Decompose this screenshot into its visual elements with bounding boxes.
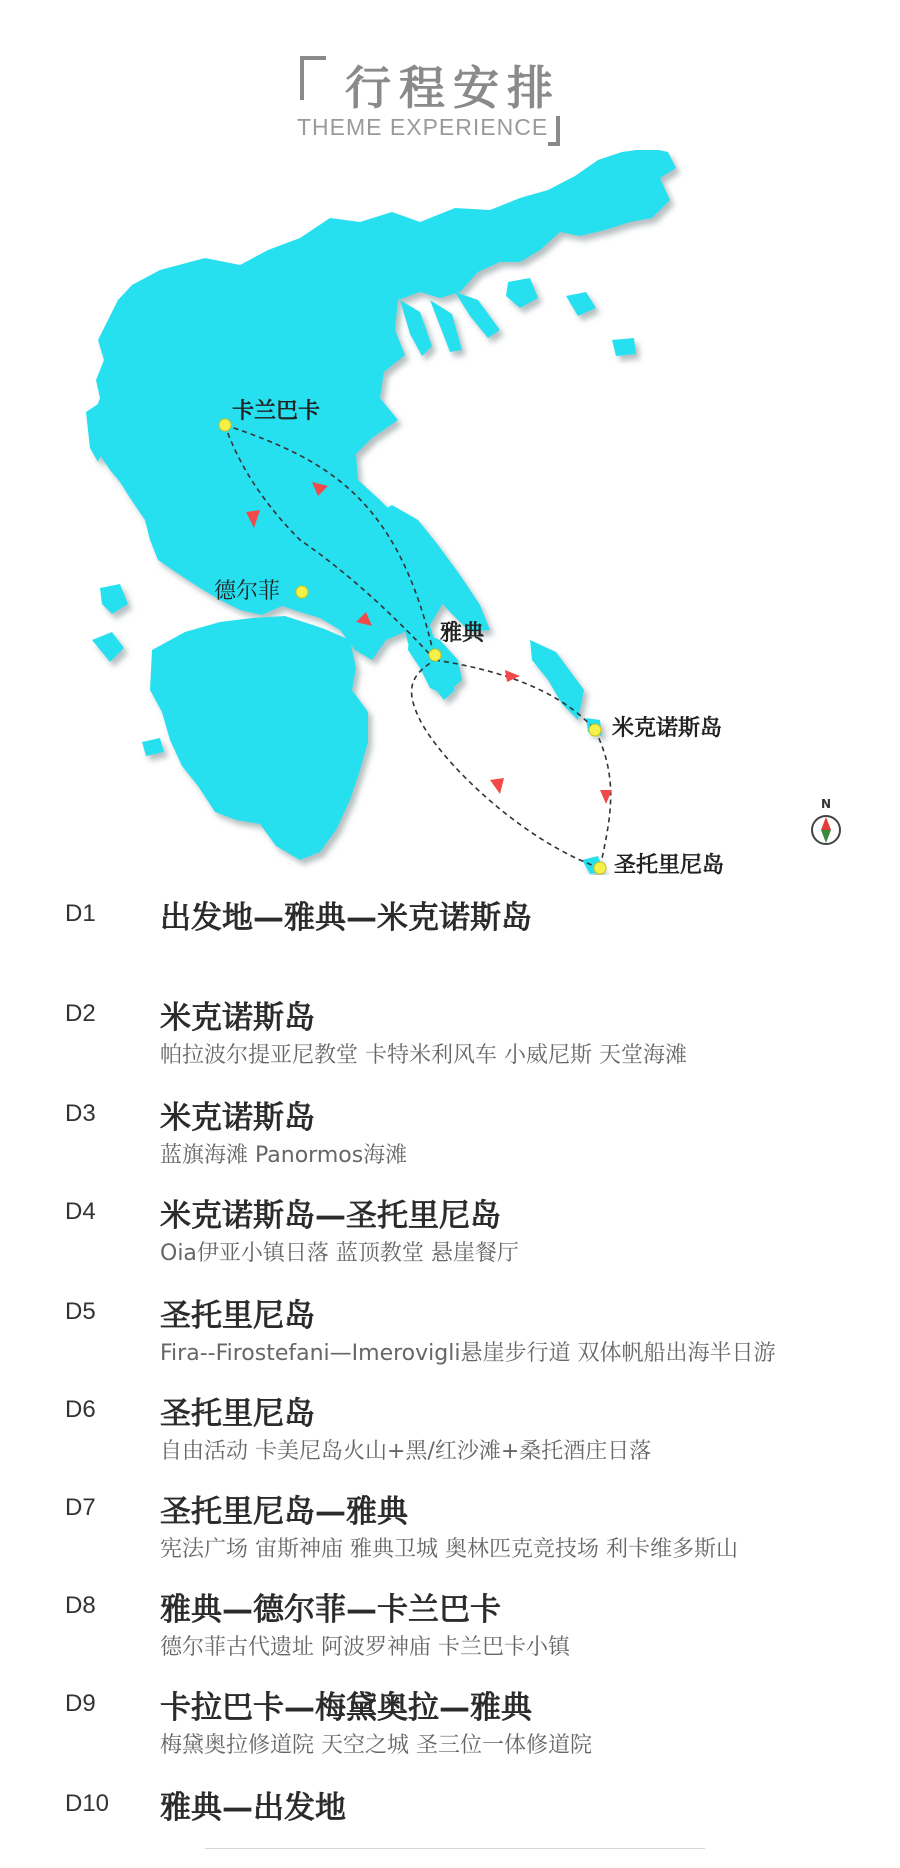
footer-divider: [205, 1848, 705, 1849]
day-activities: 德尔菲古代遗址 阿波罗神庙 卡兰巴卡小镇: [160, 1635, 570, 1660]
compass-label: N: [820, 797, 832, 811]
arrow-icon: [490, 778, 504, 794]
day-title: 出发地—雅典—米克诺斯岛: [160, 900, 532, 936]
day-title: 雅典—出发地: [160, 1790, 346, 1826]
pin-santorini: [594, 862, 606, 874]
day-number: D7: [65, 1494, 96, 1521]
day-title: 圣托里尼岛: [160, 1298, 315, 1334]
header: [0, 0, 900, 150]
day-number: D10: [65, 1790, 110, 1817]
day-title: 米克诺斯岛: [160, 1100, 315, 1136]
route-map: [0, 150, 900, 875]
day-activities: 宪法广场 宙斯神庙 雅典卫城 奥林匹克竞技场 利卡维多斯山: [160, 1537, 738, 1562]
day-activities: 蓝旗海滩 Panormos海滩: [160, 1143, 408, 1168]
day-title: 雅典—德尔菲—卡兰巴卡: [160, 1592, 501, 1628]
pin-mykonos: [589, 724, 601, 736]
day-number: D5: [65, 1298, 96, 1325]
compass-icon: [812, 797, 840, 844]
day-activities: 梅黛奥拉修道院 天空之城 圣三位一体修道院: [160, 1733, 592, 1758]
corner-bracket-bottom-right: [548, 116, 560, 146]
pin-delphi: [296, 586, 308, 598]
day-number: D1: [65, 900, 96, 927]
day-number: D6: [65, 1396, 96, 1423]
greece-landmass: [86, 150, 676, 874]
city-label-delphi: 德尔菲: [214, 579, 281, 604]
day-number: D3: [65, 1100, 96, 1127]
page-title: 行程安排: [345, 61, 561, 115]
day-activities: Oia伊亚小镇日落 蓝顶教堂 悬崖餐厅: [160, 1241, 519, 1266]
day-activities: 帕拉波尔提亚尼教堂 卡特米利风车 小威尼斯 天堂海滩: [160, 1043, 687, 1068]
pin-kalambaka: [219, 419, 231, 431]
day-number: D9: [65, 1690, 96, 1717]
pin-athens: [429, 649, 441, 661]
day-activities: Fira--Firostefani—Imerovigli悬崖步行道 双体帆船出海半日游: [160, 1341, 776, 1366]
city-label-athens: 雅典: [440, 621, 485, 646]
route-mykonos-santorini: [595, 730, 611, 868]
city-label-mykonos: 米克诺斯岛: [612, 716, 723, 741]
day-title: 米克诺斯岛: [160, 1000, 315, 1036]
city-label-kalambaka: 卡兰巴卡: [232, 399, 321, 424]
day-title: 卡拉巴卡—梅黛奥拉—雅典: [160, 1690, 532, 1726]
page-subtitle: THEME EXPERIENCE: [297, 114, 549, 140]
corner-bracket-top-left: [300, 56, 326, 100]
city-label-santorini: 圣托里尼岛: [614, 853, 725, 875]
day-number: D2: [65, 1000, 96, 1027]
day-number: D4: [65, 1198, 96, 1225]
day-number: D8: [65, 1592, 96, 1619]
day-title: 圣托里尼岛: [160, 1396, 315, 1432]
day-activities: 自由活动 卡美尼岛火山+黑/红沙滩+桑托酒庄日落: [160, 1439, 652, 1464]
day-title: 圣托里尼岛—雅典: [160, 1494, 408, 1530]
day-title: 米克诺斯岛—圣托里尼岛: [160, 1198, 501, 1234]
